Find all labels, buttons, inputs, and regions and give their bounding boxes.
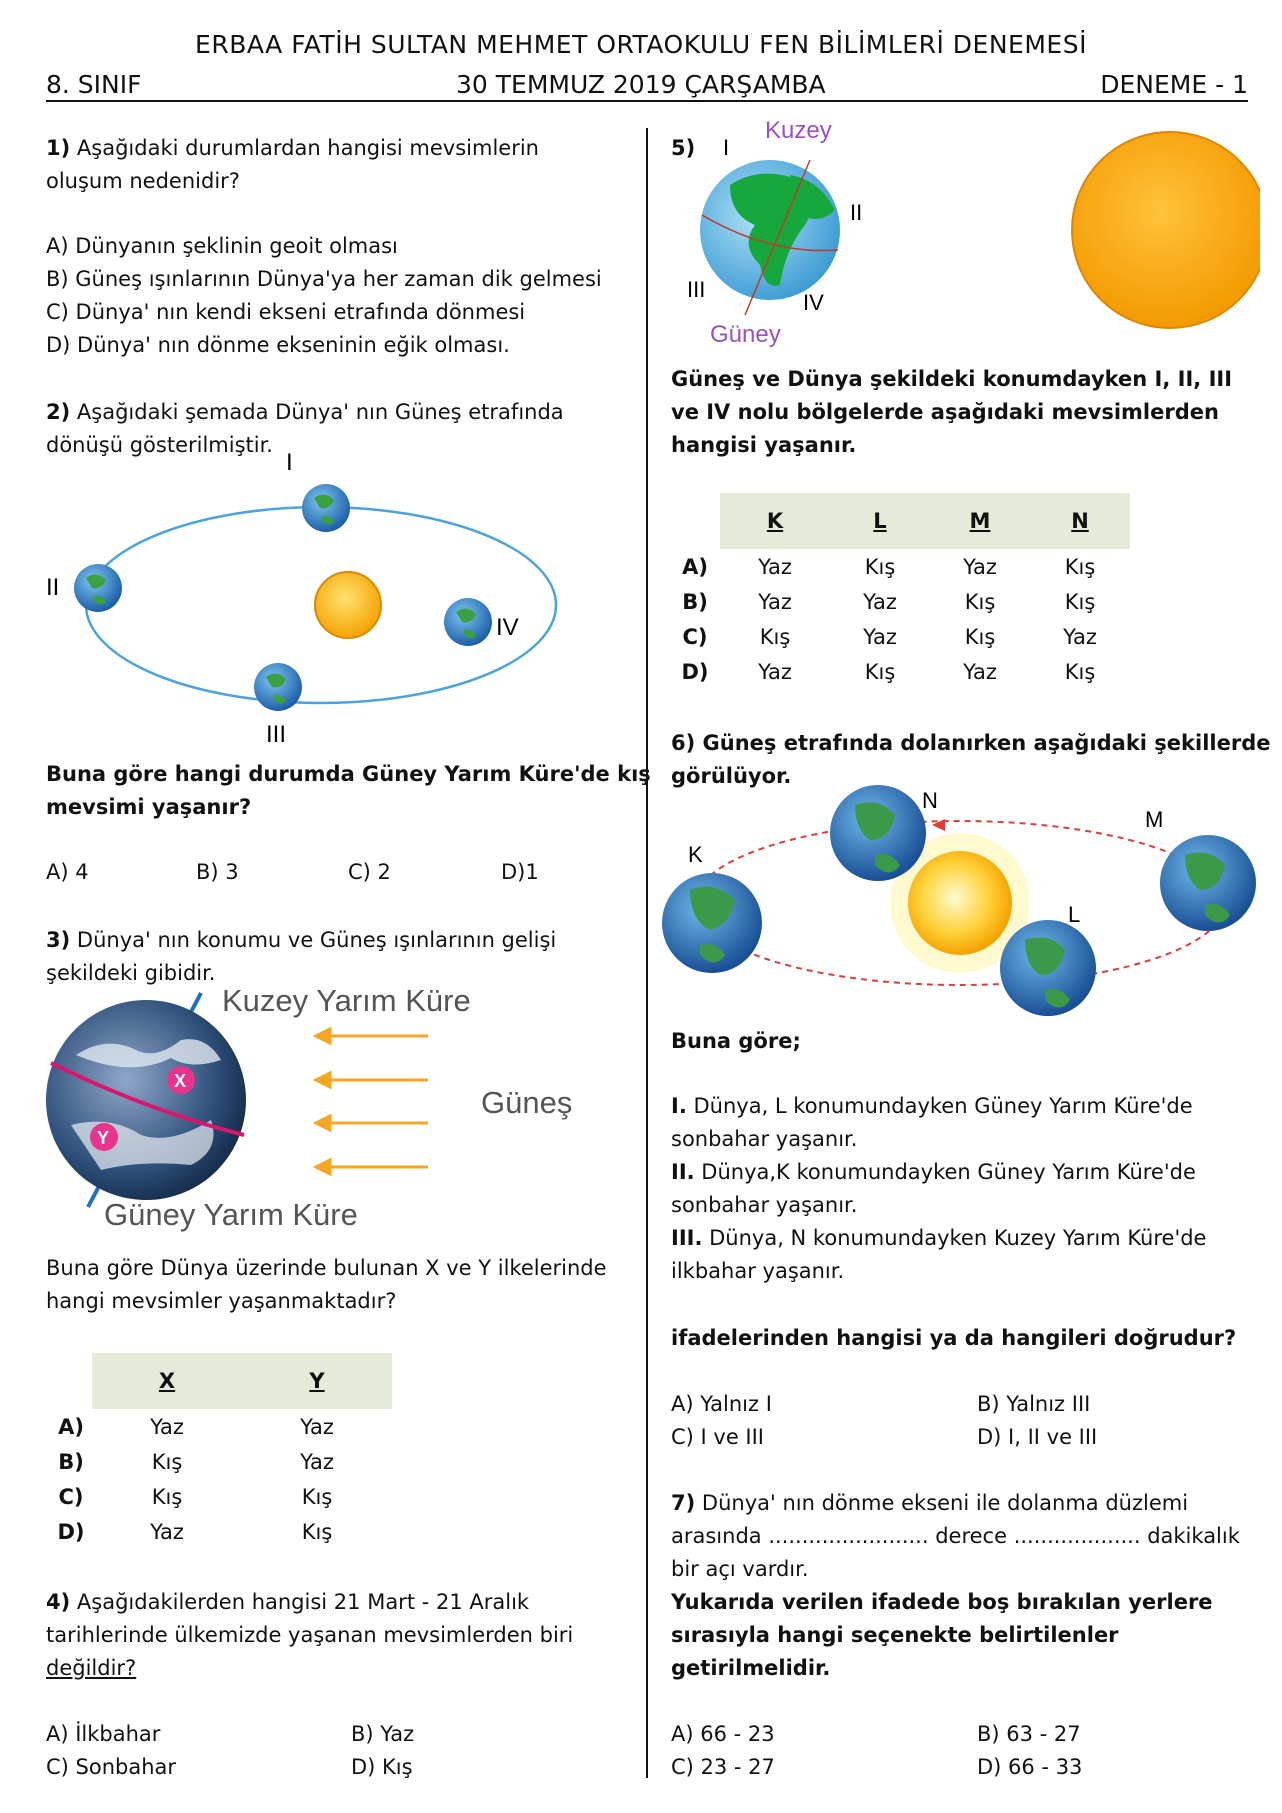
q2-option-d[interactable]: D)1 [501,860,539,884]
table-row[interactable]: D) Yaz Kış Yaz Kış [681,659,1096,684]
q2-line1: Aşağıdaki şemada Dünya' nın Güneş etrafında [76,400,564,424]
q2-question [46,758,651,824]
q7-question-line3: getirilmelidir. [671,1656,831,1680]
q6-line2: görülüyor. [671,764,792,788]
q3-question-line1: Buna göre Dünya üzerinde bulunan X ve Y ilkelerinde [46,1256,607,1280]
q4-stem [46,1586,573,1685]
q2-option-c[interactable]: C) 2 [348,860,391,884]
q5-header-n: N [1071,509,1089,533]
statement-2-line1: Dünya,K konumundayken Güney Yarım Küre'de [701,1160,1196,1184]
q3-stem [46,924,556,990]
earth-icon [254,663,302,711]
earth-icon [1000,920,1096,1016]
q7-question [671,1586,1213,1685]
q7-option-d[interactable]: D) 66 - 33 [977,1755,1083,1779]
q4-option-a[interactable]: A) İlkbahar [46,1722,161,1746]
statement-3-number: III. [671,1226,703,1250]
q4-option-d[interactable]: D) Kış [351,1755,413,1779]
earth-icon [444,598,492,646]
q5-question [671,363,1232,462]
orbit-label-iv: IV [496,614,519,641]
sun-rays [316,1029,428,1174]
q6-statements [671,1090,1206,1288]
column-divider [646,128,648,1778]
statement-2-line2: sonbahar yaşanır. [671,1193,858,1217]
statement-1-line2: sonbahar yaşanır. [671,1127,858,1151]
q5-header-l: L [873,509,887,533]
earth-icon [74,564,122,612]
q5-question-line3: hangisi yaşanır. [671,433,857,457]
q4-option-b[interactable]: B) Yaz [351,1722,415,1746]
q1-option-a[interactable]: A) Dünyanın şeklinin geoit olması [46,234,398,258]
q2-line2: dönüşü gösterilmiştir. [46,433,273,457]
statement-3-line1: Dünya, N konumundayken Kuzey Yarım Küre'de [709,1226,1207,1250]
orbit-label-iii: III [266,721,287,748]
q2-question-line2: mevsimi yaşanır? [46,795,252,819]
table-row[interactable]: C) Kış Kış [58,1484,333,1509]
statement-1-line1: Dünya, L konumundayken Güney Yarım Küre'de [693,1094,1193,1118]
point-y-label: Y [97,1128,110,1148]
table-row[interactable]: D) Yaz Kış [57,1519,333,1544]
orbit-label-ii: II [46,574,60,601]
north-hemisphere-label: Kuzey Yarım Küre [222,985,471,1018]
q3-question-line2: hangi mevsimler yaşanmaktadır? [46,1289,397,1313]
q5-earth-sun-figure [670,115,1260,350]
region-label-iv: IV [803,290,824,315]
header-rule [46,100,1248,102]
exam-number: DENEME - 1 [1100,70,1248,99]
q6-option-c[interactable]: C) I ve III [671,1425,765,1449]
q1-options [46,230,602,362]
q7-line1: Dünya' nın dönme ekseni ile dolanma düzlemi [701,1491,1189,1515]
q2-option-b[interactable]: B) 3 [196,860,239,884]
q7-stem [671,1487,1240,1586]
q7-option-c[interactable]: C) 23 - 27 [671,1755,775,1779]
q5-answer-table [670,493,1130,689]
q3-earth-figure [46,985,606,1235]
q5-number: 5) [671,136,696,160]
exam-title: ERBAA FATİH SULTAN MEHMET ORTAOKULU FEN BİLİMLERİ DENEMESİ [195,30,1087,59]
q3-question [46,1252,607,1318]
q5-question-line1: Güneş ve Dünya şekildeki konumdayken I, II, III [671,367,1233,391]
q3-line1: Dünya' nın konumu ve Güneş ışınlarının gelişi [76,928,557,952]
statement-1-number: I. [671,1094,687,1118]
q2-number: 2) [46,400,71,424]
q2-orbit-figure [46,450,606,750]
grade-label: 8. SINIF [46,70,142,99]
sun-icon [315,572,381,638]
earth-icon [662,873,762,973]
q4-options [46,1718,606,1788]
q6-line1: 6) Güneş etrafında dolanırken aşağıdaki şekillerde [671,731,1271,755]
earth-icon [830,785,926,881]
q4-option-c[interactable]: C) Sonbahar [46,1755,177,1779]
q2-option-a[interactable]: A) 4 [46,860,89,884]
orbit-label-n: N [922,788,938,813]
q4-line1: Aşağıdakilerden hangisi 21 Mart - 21 Aralık [76,1590,530,1614]
north-label: Kuzey [765,117,832,144]
q6-options [671,1388,1251,1458]
q3-answer-table [50,1353,392,1549]
region-label-iii: III [687,277,706,302]
q7-option-a[interactable]: A) 66 - 23 [671,1722,775,1746]
q6-option-d[interactable]: D) I, II ve III [977,1425,1098,1449]
q4-line3: değildir? [46,1656,137,1680]
region-label-ii: II [850,200,863,225]
orbit-label-l: L [1068,902,1081,927]
south-label: Güney [710,321,781,348]
q1-number: 1) [46,136,71,160]
table-row[interactable]: A) Yaz Kış Yaz Kış [682,554,1096,579]
q7-question-line1: Yukarıda verilen ifadede boş bırakılan yerlere [671,1590,1213,1614]
sun-label: Güneş [481,1085,573,1120]
south-hemisphere-label: Güney Yarım Küre [104,1197,358,1232]
orbit-label-k: K [688,842,703,867]
q5-header-m: M [969,509,991,533]
q4-line2: tarihlerinde ülkemizde yaşanan mevsimlerden biri [46,1623,574,1647]
orbit-label-m: M [1145,807,1164,832]
q6-option-a[interactable]: A) Yalnız I [671,1392,772,1416]
table-row[interactable]: B) Kış Yaz [58,1449,334,1474]
table-row[interactable]: C) Kış Yaz Kış Yaz [682,624,1097,649]
q5-header-k: K [766,509,784,533]
q3-header-y: Y [309,1369,325,1393]
q1-option-b[interactable]: B) Güneş ışınlarının Dünya'ya her zaman dik gelmesi [46,267,602,291]
table-row[interactable]: B) Yaz Yaz Kış Kış [682,589,1096,614]
q3-line2: şekildeki gibidir. [46,961,216,985]
q7-option-b[interactable]: B) 63 - 27 [977,1722,1081,1746]
q6-stem [671,727,1270,793]
q6-lead: Buna göre; [671,1029,801,1053]
earth-icon [1160,835,1256,931]
q7-line2: arasında ........................ derece ................... dakikalık [671,1524,1240,1548]
q7-question-line2: sırasıyla hangi seçenekte belirtilenler [671,1623,1119,1647]
earth-icon [302,484,350,532]
q4-number: 4) [46,1590,71,1614]
q5-question-line2: ve IV nolu bölgelerde aşağıdaki mevsimlerden [671,400,1219,424]
statement-2-number: II. [671,1160,695,1184]
q6-orbit-figure [660,785,1260,1025]
q7-number: 7) [671,1491,696,1515]
sun-icon [908,851,1012,955]
q6-option-b[interactable]: B) Yalnız III [977,1392,1091,1416]
statement-3-line2: ilkbahar yaşanır. [671,1259,845,1283]
q6-question: ifadelerinden hangisi ya da hangileri doğrudur? [671,1326,1237,1350]
exam-date: 30 TEMMUZ 2019 ÇARŞAMBA [456,70,826,99]
q3-header-x: X [158,1369,176,1393]
q1-option-c[interactable]: C) Dünya' nın kendi ekseni etrafında dönmesi [46,300,526,324]
earth-globe-icon [46,1000,246,1200]
q3-number: 3) [46,928,71,952]
sun-icon [1072,132,1260,328]
q1-stem [46,132,539,198]
q1-line2: oluşum nedenidir? [46,169,240,193]
q1-line1: Aşağıdaki durumlardan hangisi mevsimlerin [76,136,539,160]
orbit-label-i: I [286,450,293,476]
q7-options [671,1718,1251,1788]
q1-option-d[interactable]: D) Dünya' nın dönme ekseninin eğik olması. [46,333,510,357]
region-label-i: I [723,135,730,160]
q7-line3: bir açı vardır. [671,1557,809,1581]
point-x-label: X [174,1071,187,1091]
table-row[interactable]: A) Yaz Yaz [58,1414,334,1439]
q2-question-line1: Buna göre hangi durumda Güney Yarım Küre'de kış [46,762,651,786]
